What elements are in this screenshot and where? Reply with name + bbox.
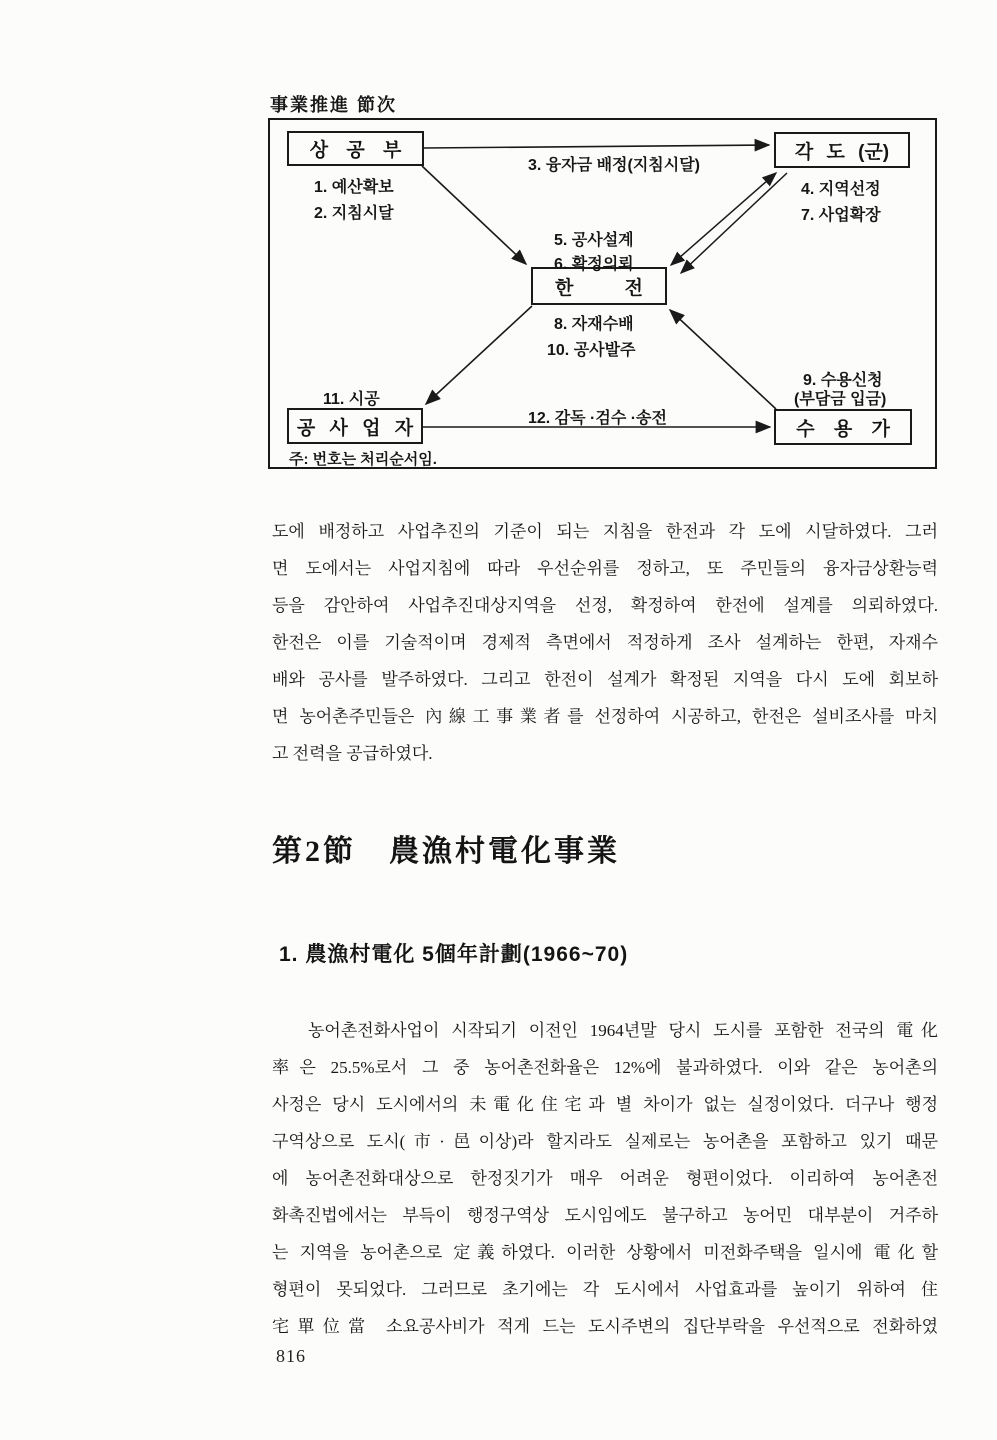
flow-diagram (268, 118, 937, 469)
node-kepco: 한 전 (531, 267, 667, 305)
subsection-heading: 1. 農漁村電化 5個年計劃(1966~70) (279, 943, 629, 966)
paragraph-1 (272, 513, 938, 772)
step-9-service-application: 9. 수용신청 (803, 372, 883, 389)
step-1-budget: 1. 예산확보 (314, 179, 394, 196)
section-heading: 第2節 農漁村電化事業 (272, 835, 620, 868)
node-customer: 수 용 가 (774, 409, 912, 445)
node-contractor: 공 사 업 자 (287, 408, 423, 444)
step-11-construction: 11. 시공 (323, 391, 380, 408)
text-line: 배와 공사를 발주하였다. 그리고 한전이 설계가 확정된 지역을 다시 도에 회보하 (272, 670, 938, 689)
text-line: 등을 감안하여 사업추진대상지역을 선정, 확정하여 한전에 설계를 의뢰하였다. (272, 596, 938, 615)
arrow-province-kepco-lower (681, 173, 787, 273)
node-ministry-of-commerce: 상 공 부 (287, 131, 424, 166)
step-10-construction-order: 10. 공사발주 (547, 342, 636, 359)
text-line: 면 도에서는 사업지침에 따라 우선순위를 정하고, 또 주민들의 융자금상환능력 (272, 559, 938, 578)
text-line: 는 지역을 농어촌으로 定義하였다. 이러한 상황에서 미전화주택을 일시에 電化할 (272, 1243, 938, 1262)
step-3-loan-allocation: 3. 융자금 배정(지침시달) (528, 157, 700, 174)
step-8-material-procurement: 8. 자재수배 (554, 316, 634, 333)
figure-title: 事業推進 節次 (270, 95, 398, 115)
figure-note: 주: 번호는 처리순서임. (289, 451, 437, 468)
step-6-confirmation-request: 6. 확정의뢰 (554, 256, 634, 273)
arrow-kepco-to-contractor (426, 306, 532, 404)
step-5-construction-design: 5. 공사설계 (554, 232, 634, 249)
page-number: 816 (276, 1346, 306, 1366)
node-province-county: 각 도 (군) (774, 132, 910, 168)
step-9-deposit-note: (부담금 입금) (794, 391, 887, 408)
text-line: 사정은 당시 도시에서의 未電化住宅과 별 차이가 없는 실정이었다. 더구나 행정 (272, 1095, 938, 1114)
text-line: 농어촌전화사업이 시작되기 이전인 1964년말 당시 도시를 포함한 전국의 電化 (308, 1021, 938, 1040)
text-line: 형편이 못되었다. 그러므로 초기에는 각 도시에서 사업효과를 높이기 위하여 住 (272, 1280, 938, 1299)
step-4-area-selection: 4. 지역선정 (801, 181, 881, 198)
text-line: 구역상으로 도시(市·邑이상)라 할지라도 실제로는 농어촌을 포함하고 있기 때문 (272, 1132, 938, 1151)
step-12-supervision: 12. 감독 ·검수 ·송전 (528, 410, 667, 427)
text-line: 宅單位當 소요공사비가 적게 드는 도시주변의 집단부락을 우선적으로 전화하였 (272, 1317, 938, 1336)
arrow-customer-to-kepco (670, 310, 776, 409)
arrow-province-kepco-upper (671, 173, 776, 265)
arrow-funding-allocation (424, 145, 769, 148)
text-line: 고 전력을 공급하였다. (272, 744, 433, 763)
text-line: 도에 배정하고 사업추진의 기준이 되는 지침을 한전과 각 도에 시달하였다. 그러 (272, 522, 938, 541)
text-line: 화촉진법에서는 부득이 행정구역상 도시임에도 불구하고 농어민 대부분이 거주하 (272, 1206, 938, 1225)
text-line: 에 농어촌전화대상으로 한정짓기가 매우 어려운 형편이었다. 이리하여 농어촌전 (272, 1169, 938, 1188)
paragraph-2 (272, 1012, 938, 1345)
text-line: 한전은 이를 기술적이며 경제적 측면에서 적정하게 조사 설계하는 한편, 자재수 (272, 633, 938, 652)
step-2-guidelines: 2. 지침시달 (314, 205, 394, 222)
step-7-project-expansion: 7. 사업확장 (801, 207, 881, 224)
text-line: 면 농어촌주민들은 內線工事業者를 선정하여 시공하고, 한전은 설비조사를 마치 (272, 707, 938, 726)
arrow-ministry-to-kepco (422, 166, 526, 264)
text-line: 率은 25.5%로서 그 중 농어촌전화율은 12%에 불과하였다. 이와 같은 농어촌의 (272, 1058, 938, 1077)
